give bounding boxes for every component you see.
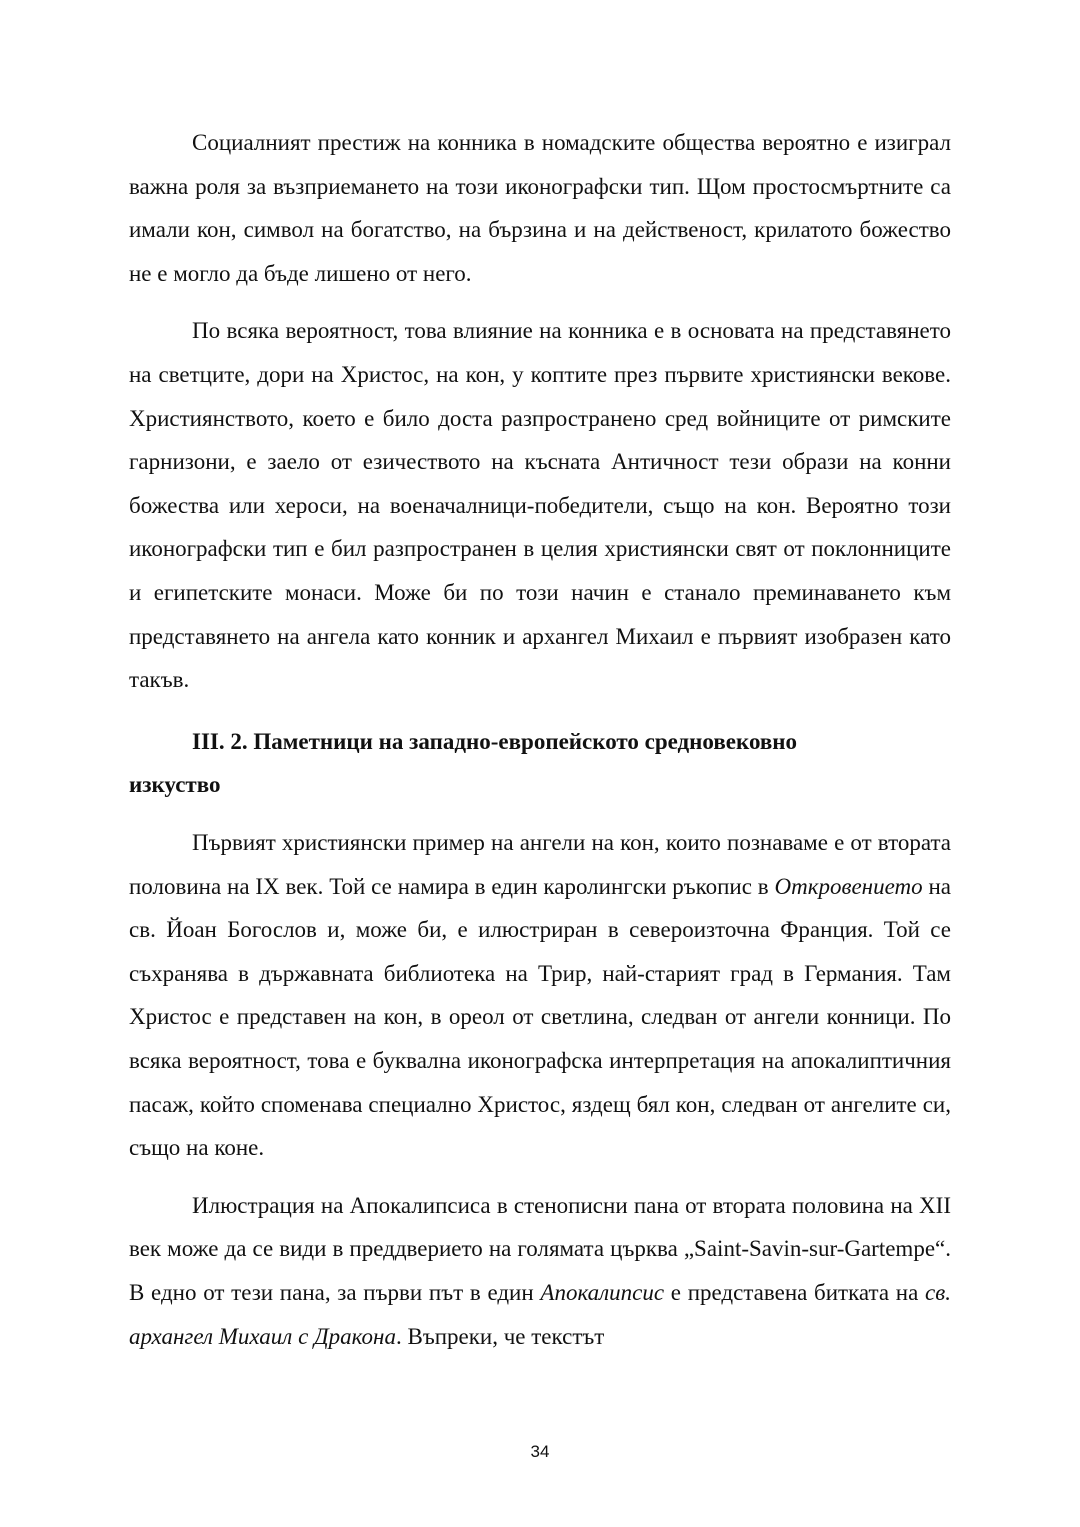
term-apocalypse: Апокалипсис	[540, 1279, 665, 1305]
section-top-text	[129, 121, 951, 702]
paragraph-apocalypse-text-b: е представена битката на	[664, 1279, 926, 1305]
paragraph-social-prestige: Социалният престиж на конника в номадските общества вероятно е изиграл важна роля за възприемането на този иконографски тип. Щом простосмъртните са имали кон, символ на богатство, на бързина и на действеност, крилатото божество не е могло да бъде лишено от него.	[129, 130, 951, 286]
paragraph-rider-influence: По всяка вероятност, това влияние на конника е в основата на представянето на светците, дори на Христос, на кон, у коптите през първите християнски векове. Християнството, което е било доста разпространено сред войниците от римските гарнизони, е заело от езичеството на късната Античност тези образи на конни божества или хероси, на военачалници-победители, също на кон. Вероятно този иконографски тип е бил разпространен в целия християнски свят от поклонниците и египетските монаси. Може би по този начин е станало преминаването към представянето на ангела като конник и архангел Михаил е първият изобразен като такъв.	[129, 318, 951, 693]
paragraph-apocalypse-text-a: Илюстрация на Апокалипсиса в стенописни пана от втората половина на XII век може да се види в преддверието на голямата църква „Saint-Savin-sur-Gartempe“. В едно от тези пана, за първи път в един	[129, 1192, 951, 1305]
book-title-revelation: Откровението	[774, 873, 923, 899]
term-michael-dragon: св. архангел Михаил с Дракона	[129, 1279, 951, 1349]
section-heading	[129, 720, 951, 806]
section-bottom-text	[129, 821, 951, 1358]
paragraph-apocalypse-illustration	[129, 1184, 951, 1358]
section-heading-line1: III. 2. Паметници на западно-европейското средновековно	[192, 729, 798, 754]
page-number: 34	[530, 1442, 550, 1461]
paragraph-apocalypse-text-c: . Въпреки, че текстът	[395, 1323, 605, 1349]
section-heading-line2: изкуство	[129, 772, 221, 797]
paragraph-first-example-text-a: Първият християнски пример на ангели на кон, които познаваме е от втората половина на IX век. Той се намира в един каролингски ръкопис в	[129, 830, 951, 899]
paragraph-first-example-text-b: на св. Йоан Богослов и, може би, е илюстриран в североизточна Франция. Той се съхранява в държавната библиотека на Трир, най-старият град в Германия. Там Христос е представен на кон, в ореол от светлина, следван от ангели конници. По всяка вероятност, това е буквална иконографска интерпретация на апокалиптичния пасаж, който споменава специално Христос, яздещ бял кон, следван от ангелите си, също на коне.	[129, 873, 951, 1161]
paragraph-first-example	[129, 821, 951, 1170]
